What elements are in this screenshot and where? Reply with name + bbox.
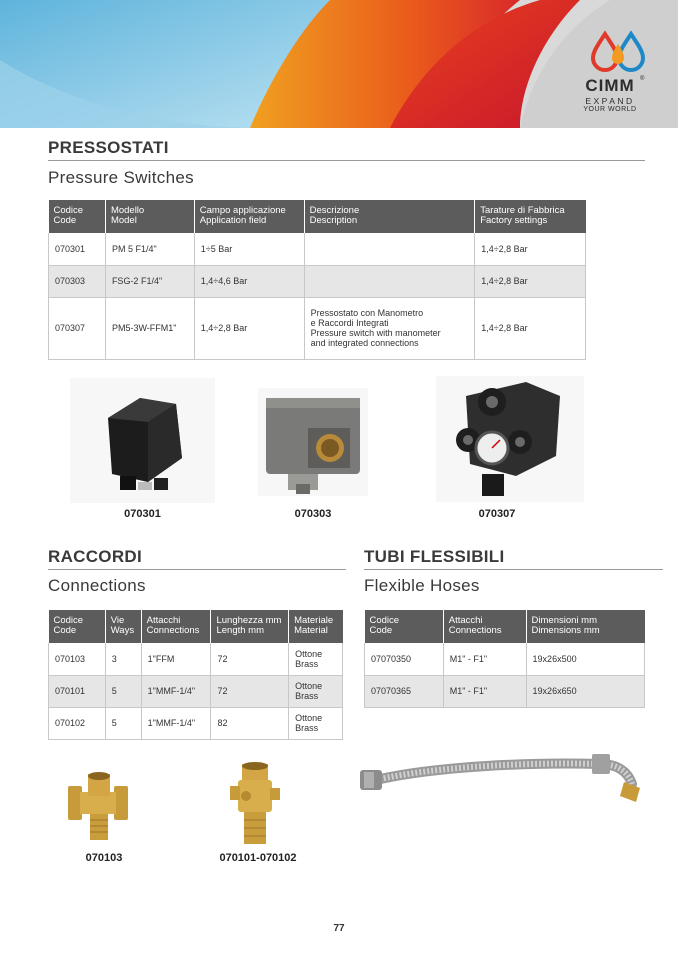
cell-code: 070307 — [49, 297, 106, 359]
cell-settings: 1,4÷2,8 Bar — [475, 297, 586, 359]
caption-070303: 070303 — [294, 508, 332, 520]
table-header-row — [49, 610, 343, 643]
hoses-subtitle: Flexible Hoses — [364, 576, 480, 595]
cell-dimensions: 19x26x650 — [526, 675, 644, 707]
connections-subtitle: Connections — [48, 576, 146, 595]
cell-length: 72 — [211, 643, 289, 675]
col-header-code: Codice Code — [365, 610, 444, 643]
cell-ways: 5 — [105, 675, 141, 707]
connections-table — [48, 610, 343, 740]
product-image-070301 — [70, 378, 215, 503]
cell-settings: 1,4÷2,8 Bar — [475, 265, 586, 297]
cell-dimensions: 19x26x500 — [526, 643, 644, 675]
brand-name: CIMM — [585, 76, 635, 95]
table-header-row — [49, 200, 586, 233]
caption-070307: 070307 — [478, 508, 516, 520]
product-image-flexible-hose — [356, 742, 646, 808]
cell-field: 1,4÷4,6 Bar — [194, 265, 304, 297]
cell-material: Ottone Brass — [289, 643, 343, 675]
water-drops-icon — [583, 30, 655, 72]
header-banner — [0, 0, 678, 128]
cell-code: 070103 — [49, 643, 106, 675]
product-image-070101-070102 — [228, 760, 284, 850]
brand-tagline-2: YOUR WORLD — [583, 106, 637, 113]
brand-tagline-1: EXPAND — [585, 96, 635, 106]
caption-070101-070102: 070101-070102 — [219, 852, 297, 864]
cell-connections: 1"MMF-1/4" — [141, 675, 211, 707]
cell-description — [304, 233, 475, 265]
cell-code: 07070350 — [365, 643, 444, 675]
col-header-connections: Attacchi Connections — [443, 610, 526, 643]
product-image-070103 — [62, 768, 134, 848]
divider — [48, 160, 645, 161]
product-image-070307 — [436, 376, 584, 502]
cell-code: 070101 — [49, 675, 106, 707]
pressure-switches-title: PRESSOSTATI — [48, 138, 169, 157]
table-header-row — [365, 610, 645, 643]
cell-field: 1÷5 Bar — [194, 233, 304, 265]
cell-settings: 1,4÷2,8 Bar — [475, 233, 586, 265]
table-row — [49, 297, 586, 359]
caption-070301: 070301 — [124, 508, 161, 520]
page-number: 77 — [333, 923, 345, 934]
col-header-model: Modello Model — [105, 200, 194, 233]
cell-code: 070102 — [49, 707, 106, 739]
col-header-settings: Tarature di Fabbrica Factory settings — [475, 200, 586, 233]
cell-material: Ottone Brass — [289, 707, 343, 739]
product-image-070303 — [258, 388, 368, 496]
divider — [364, 569, 663, 570]
col-header-material: Materiale Material — [289, 610, 343, 643]
cell-ways: 5 — [105, 707, 141, 739]
pressure-switches-table — [48, 200, 586, 360]
cell-description: Pressostato con Manometro e Raccordi Integrati Pressure switch with manometer and integrated connections — [304, 297, 475, 359]
col-header-length: Lunghezza mm Length mm — [211, 610, 289, 643]
cell-material: Ottone Brass — [289, 675, 343, 707]
caption-070103: 070103 — [85, 852, 123, 864]
hoses-table — [364, 610, 645, 708]
connections-title: RACCORDI — [48, 547, 143, 566]
brand-registered: ® — [640, 76, 645, 82]
cell-model: FSG-2 F1/4" — [105, 265, 194, 297]
hoses-title: TUBI FLESSIBILI — [364, 547, 505, 566]
col-header-description: Descrizione Description — [304, 200, 475, 233]
cell-model: PM5-3W-FFM1" — [105, 297, 194, 359]
cell-length: 72 — [211, 675, 289, 707]
pressure-switches-subtitle: Pressure Switches — [48, 168, 194, 187]
col-header-connections: Attacchi Connections — [141, 610, 211, 643]
cell-code: 07070365 — [365, 675, 444, 707]
cell-model: PM 5 F1/4" — [105, 233, 194, 265]
cell-connections: 1"MMF-1/4" — [141, 707, 211, 739]
col-header-dimensions: Dimensioni mm Dimensions mm — [526, 610, 644, 643]
table-row — [49, 707, 343, 739]
cell-code: 070303 — [49, 265, 106, 297]
cell-field: 1,4÷2,8 Bar — [194, 297, 304, 359]
cell-code: 070301 — [49, 233, 106, 265]
table-row — [49, 643, 343, 675]
divider — [48, 569, 346, 570]
table-row — [49, 675, 343, 707]
cell-length: 82 — [211, 707, 289, 739]
cell-connections: M1" - F1" — [443, 675, 526, 707]
col-header-code: Codice Code — [49, 200, 106, 233]
table-row — [365, 675, 645, 707]
brand-logo — [574, 30, 664, 120]
table-row — [49, 265, 586, 297]
cell-connections: 1"FFM — [141, 643, 211, 675]
table-row — [49, 233, 586, 265]
col-header-field: Campo applicazione Application field — [194, 200, 304, 233]
cell-description — [304, 265, 475, 297]
cell-connections: M1" - F1" — [443, 643, 526, 675]
table-row — [365, 643, 645, 675]
cell-ways: 3 — [105, 643, 141, 675]
col-header-code: Codice Code — [49, 610, 106, 643]
col-header-ways: Vie Ways — [105, 610, 141, 643]
